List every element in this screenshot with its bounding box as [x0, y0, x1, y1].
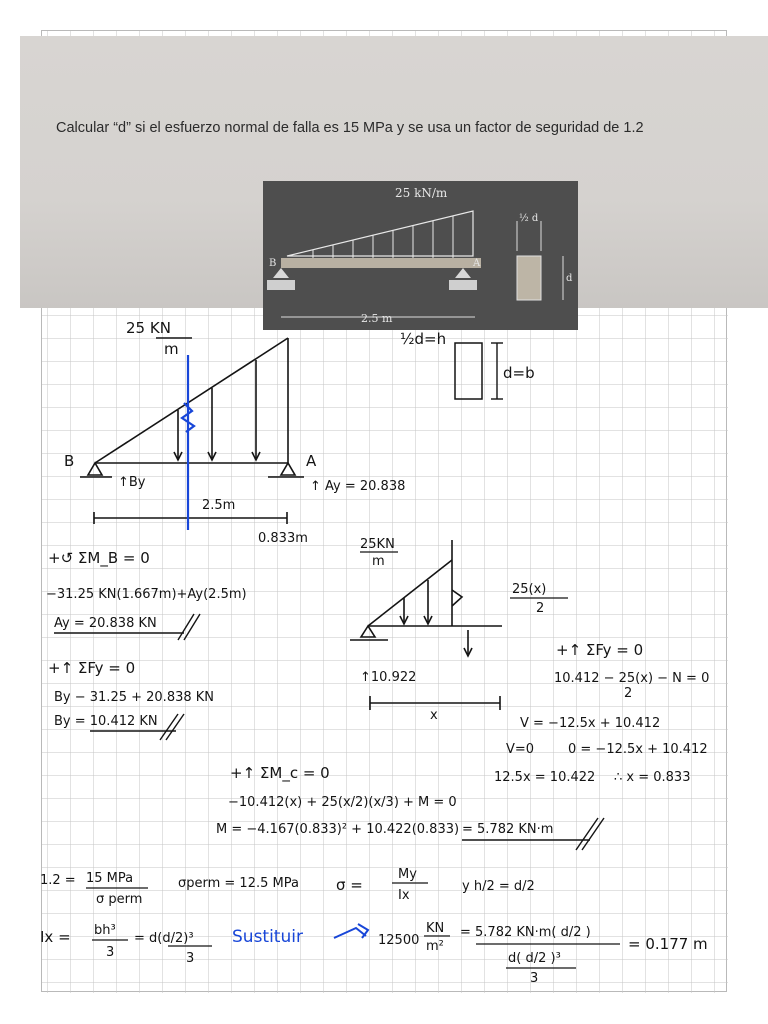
inertia-ix: Ix = — [40, 928, 71, 946]
fbd-drawing — [80, 338, 304, 524]
fbd-load-num: 25 KN — [126, 319, 171, 337]
vertical-title: +↑ ΣFy = 0 — [48, 659, 136, 677]
fbd-resultant-blue — [182, 355, 194, 530]
inertia-ix-num: bh³ — [94, 923, 116, 938]
shear-eq1-den: 2 — [624, 686, 633, 701]
stress-perm: σperm = 12.5 MPa — [178, 876, 299, 891]
substitute-arrow — [334, 924, 368, 938]
photo-section-side: d — [566, 273, 573, 284]
shear-eq4a: 12.5x = 10.422 — [494, 770, 596, 785]
cut-load-num: 25KN — [360, 537, 395, 552]
section-h-eq: ½d=h — [400, 330, 447, 348]
section-b-eq: d=b — [503, 364, 535, 382]
shear-eq2: V = −12.5x + 10.412 — [520, 716, 661, 731]
inertia-rhs-den: d( d/2 )³ — [508, 951, 561, 966]
fbd-load-den: m — [164, 340, 179, 358]
inertia-result: = 0.177 m — [628, 935, 708, 953]
cut-resultant-den: 2 — [536, 601, 545, 616]
stress-fs: 1.2 = — [40, 873, 76, 888]
inertia-lhs: 12500 — [378, 933, 420, 948]
cut-x-label: x — [430, 708, 438, 723]
vertical-eq: By − 31.25 + 20.838 KN — [54, 690, 215, 705]
stress-flex-den: Ix — [398, 888, 410, 903]
moments-eq: −31.25 KN(1.667m)+Ay(2.5m) — [46, 587, 247, 602]
photo-label-b: B — [269, 258, 277, 269]
fbd-span-label: 2.5m — [202, 498, 236, 513]
inertia-rhs-num: = 5.782 KN·m( d/2 ) — [460, 925, 591, 940]
vertical-result: By = 10.412 KN — [54, 714, 158, 729]
fbd-by-label: ↑By — [118, 475, 146, 490]
shear-title: +↑ ΣFy = 0 — [556, 641, 644, 659]
moment-cut-title: +↑ ΣM_c = 0 — [230, 764, 330, 782]
fbd-label-a: A — [306, 452, 317, 470]
cut-resultant-num: 25(x) — [512, 582, 547, 597]
photo-load-label: 25 kN/m — [395, 186, 448, 200]
stress-fs-num: 15 MPa — [86, 871, 134, 886]
inertia-substitute: Sustituir — [232, 927, 303, 947]
inertia-lhs-den: m² — [426, 939, 444, 954]
photo-label-a: A — [473, 258, 481, 269]
photo-span-label: 2.5 m — [361, 312, 393, 325]
inertia-eq-den: 3 — [186, 951, 195, 966]
stress-y-eq: y h/2 = d/2 — [462, 879, 535, 894]
shear-eq1: 10.412 − 25(x) − N = 0 — [554, 671, 710, 686]
moment-cut-eq2: M = −4.167(0.833)² + 10.422(0.833) — [216, 822, 460, 837]
stress-flex: σ = — [336, 876, 363, 894]
inertia-ix-den: 3 — [106, 945, 115, 960]
inertia-eq: = d(d/2)³ — [134, 931, 194, 946]
cut-load-den: m — [372, 554, 385, 569]
photo-section-top: ½ d — [519, 213, 539, 224]
problem-statement: Calcular “d” si el esfuerzo normal de falla es 15 MPa y se usa un factor de seguridad de 1.2 — [56, 120, 644, 136]
moments-title: +↺ ΣM_B = 0 — [48, 549, 150, 567]
section-rect — [455, 343, 482, 399]
moments-result: Ay = 20.838 KN — [54, 616, 157, 631]
moment-cut-result: = 5.782 KN·m — [462, 822, 554, 837]
fbd-label-b: B — [64, 452, 75, 470]
shear-eq3a: V=0 — [506, 742, 535, 757]
moment-cut-eq1: −10.412(x) + 25(x/2)(x/3) + M = 0 — [228, 795, 457, 810]
cut-reaction: ↑10.922 — [360, 670, 417, 685]
fbd-xcut-label: 0.833m — [258, 531, 308, 546]
shear-eq4b: ∴ x = 0.833 — [614, 770, 691, 785]
inertia-lhs-num: KN — [426, 921, 445, 936]
fbd-ay-label: ↑ Ay = 20.838 — [310, 479, 406, 494]
inertia-rhs-den2: 3 — [530, 971, 539, 986]
stress-fs-den: σ perm — [96, 892, 143, 907]
shear-eq3b: 0 = −12.5x + 10.412 — [568, 742, 708, 757]
stress-flex-num: My — [398, 867, 417, 882]
section-dim — [491, 343, 503, 399]
